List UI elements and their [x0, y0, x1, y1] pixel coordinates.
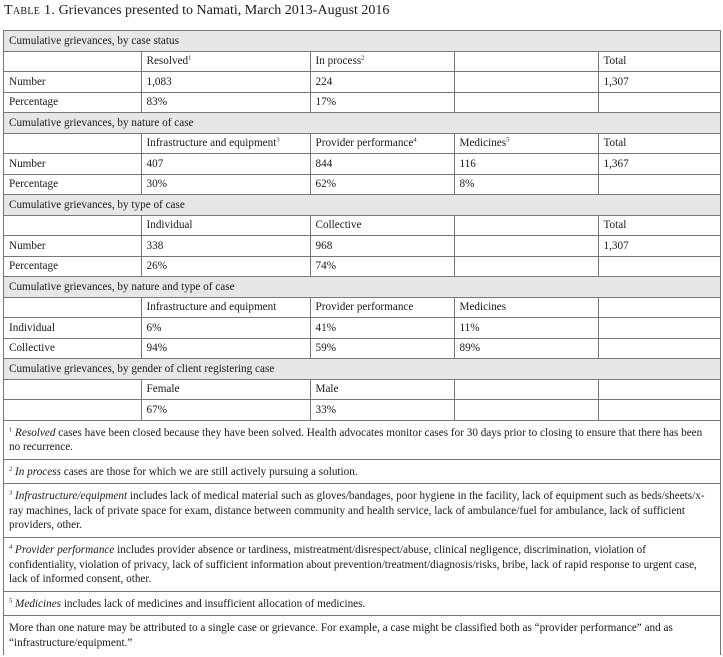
table-cell — [598, 400, 720, 421]
column-header — [4, 51, 141, 72]
table-cell — [454, 400, 598, 421]
section-title-row — [4, 359, 720, 380]
column-header — [4, 133, 141, 154]
footnote — [4, 615, 720, 654]
section-title-row — [4, 113, 720, 134]
column-header-label: Infrastructure and equipment — [146, 137, 277, 150]
column-header-row — [4, 215, 720, 236]
table-cell — [454, 72, 598, 93]
row-label — [4, 400, 141, 421]
column-header-label: Total — [603, 219, 627, 232]
table-cell: 407 — [141, 154, 310, 175]
footnote-text: cases have been closed because they have been solved. Health advocates monitor cases for 30 days prior to closing to ensure that there has been no recurrence. — [9, 426, 703, 454]
table-cell: 83% — [141, 92, 310, 113]
column-header — [310, 297, 454, 318]
table-cell: 33% — [310, 400, 454, 421]
column-header-row — [4, 297, 720, 318]
table-cell — [454, 256, 598, 277]
footnote — [4, 591, 720, 616]
section-title: Cumulative grievances, by gender of client registering case — [4, 359, 720, 380]
table-cell: 11% — [454, 318, 598, 339]
table-cell: 1,307 — [598, 236, 720, 257]
table-cell: 67% — [141, 400, 310, 421]
row-label: Percentage — [4, 256, 141, 277]
column-header — [310, 133, 454, 154]
footnote-marker: 4 — [413, 136, 417, 144]
column-header-label: Infrastructure and equipment — [146, 301, 277, 314]
section-title-row — [4, 277, 720, 298]
row-label: Number — [4, 72, 141, 93]
row-label: Number — [4, 154, 141, 175]
footnote-marker: 1 — [188, 54, 192, 62]
table-cell — [454, 236, 598, 257]
table-label: Table 1. — [4, 3, 56, 18]
table-cell: 30% — [141, 174, 310, 195]
grievances-table — [4, 31, 720, 421]
table-cell — [598, 256, 720, 277]
section-title: Cumulative grievances, by type of case — [4, 195, 720, 216]
footnote-marker: 5 — [506, 136, 510, 144]
column-header-label: Collective — [315, 219, 362, 232]
table-body — [4, 31, 720, 420]
footnote-number: 1 — [9, 425, 13, 433]
column-header-label: Total — [603, 137, 627, 150]
column-header — [598, 215, 720, 236]
column-header-row — [4, 133, 720, 154]
table-cell: 1,083 — [141, 72, 310, 93]
table-row — [4, 256, 720, 277]
table-cell: 94% — [141, 338, 310, 359]
table-row — [4, 236, 720, 257]
column-header — [141, 297, 310, 318]
column-header-label: Resolved — [146, 55, 189, 68]
column-header — [4, 297, 141, 318]
column-header — [4, 379, 141, 400]
column-header — [141, 379, 310, 400]
table-cell — [598, 318, 720, 339]
footnote-number: 3 — [9, 489, 13, 497]
row-label: Percentage — [4, 92, 141, 113]
table-cell: 968 — [310, 236, 454, 257]
table-row — [4, 92, 720, 113]
footnote-number: 5 — [9, 597, 13, 605]
table-row — [4, 338, 720, 359]
footnote — [4, 421, 720, 459]
table-cell: 89% — [454, 338, 598, 359]
table-title: Grievances presented to Namati, March 2013-August 2016 — [58, 3, 390, 18]
footnote-marker: 3 — [276, 136, 280, 144]
table-cell: 844 — [310, 154, 454, 175]
column-header — [310, 215, 454, 236]
footnote — [4, 537, 720, 591]
column-header-label: Provider performance — [315, 137, 414, 150]
footnote — [4, 483, 720, 537]
row-label: Number — [4, 236, 141, 257]
table-cell: 62% — [310, 174, 454, 195]
footnote-term: Provider performance — [15, 544, 115, 557]
table-cell — [598, 338, 720, 359]
column-header-label: Provider performance — [315, 301, 414, 314]
footnote-term: Resolved — [15, 426, 56, 439]
grievances-table-frame — [3, 30, 721, 655]
footnote-text: includes provider absence or tardiness, mistreatment/disrespect/abuse, clinical negligence, discrimination, violation of confidentiality, violation of privacy, lack of sufficient information about prevention/treatment/diagnosis/risks, bribe, lack of rapid response to urgent case, lack of informed consent, other. — [9, 544, 697, 586]
column-header-label: Medicines — [459, 137, 507, 150]
footnote — [4, 459, 720, 484]
section-title: Cumulative grievances, by case status — [4, 31, 720, 51]
table-row — [4, 400, 720, 421]
footnotes — [4, 421, 720, 655]
table-row — [4, 72, 720, 93]
table-cell: 338 — [141, 236, 310, 257]
section-title-row — [4, 31, 720, 51]
row-label: Collective — [4, 338, 141, 359]
section-title: Cumulative grievances, by nature of case — [4, 113, 720, 134]
column-header — [454, 133, 598, 154]
column-header — [141, 215, 310, 236]
column-header-label: Individual — [146, 219, 193, 232]
row-label: Individual — [4, 318, 141, 339]
table-cell: 74% — [310, 256, 454, 277]
table-cell: 41% — [310, 318, 454, 339]
table-cell: 1,367 — [598, 154, 720, 175]
section-title-row — [4, 195, 720, 216]
footnote-text: includes lack of medical material such as gloves/bandages, poor hygiene in the facility, lack of equipment such as beds/sheets/x-ray machines, lack of private space for exam, distance between community and health service, lack of ambulance/fuel for ambulance, lack of sufficient providers, other. — [9, 490, 705, 532]
column-header — [141, 51, 310, 72]
column-header — [454, 51, 598, 72]
column-header — [310, 379, 454, 400]
column-header-label: In process — [315, 55, 362, 68]
footnote-text: includes lack of medicines and insufficient allocation of medicines. — [61, 597, 366, 610]
footnote-number: 4 — [9, 543, 13, 551]
column-header — [141, 133, 310, 154]
column-header — [598, 379, 720, 400]
column-header — [454, 297, 598, 318]
table-cell: 6% — [141, 318, 310, 339]
table-row — [4, 318, 720, 339]
column-header-label: Male — [315, 383, 339, 396]
column-header — [4, 215, 141, 236]
footnote-term: In process — [15, 465, 61, 478]
table-cell — [454, 92, 598, 113]
column-header-label: Female — [146, 383, 180, 396]
column-header-label: Medicines — [459, 301, 507, 314]
footnote-number: 2 — [9, 464, 13, 472]
table-cell: 8% — [454, 174, 598, 195]
table-cell — [598, 92, 720, 113]
column-header — [454, 215, 598, 236]
column-header-label: Total — [603, 55, 627, 68]
column-header — [310, 51, 454, 72]
column-header — [598, 297, 720, 318]
footnote-term: Infrastructure/equipment — [15, 490, 128, 503]
column-header — [454, 379, 598, 400]
table-row — [4, 154, 720, 175]
footnote-marker: 2 — [361, 54, 365, 62]
column-header — [598, 51, 720, 72]
table-cell: 224 — [310, 72, 454, 93]
column-header — [598, 133, 720, 154]
table-cell — [598, 174, 720, 195]
table-row — [4, 174, 720, 195]
column-header-row — [4, 51, 720, 72]
table-cell: 17% — [310, 92, 454, 113]
footnote-text: More than one nature may be attributed to a single case or grievance. For example, a case might be classified both as “provider performance” and as “infrastructure/equipment.” — [9, 622, 673, 650]
footnote-term: Medicines — [15, 597, 62, 610]
row-label: Percentage — [4, 174, 141, 195]
table-cell: 59% — [310, 338, 454, 359]
column-header-row — [4, 379, 720, 400]
table-cell: 1,307 — [598, 72, 720, 93]
table-caption — [4, 3, 389, 19]
table-cell: 26% — [141, 256, 310, 277]
footnote-text: cases are those for which we are still actively pursuing a solution. — [60, 465, 358, 478]
section-title: Cumulative grievances, by nature and type of case — [4, 277, 720, 298]
table-cell: 116 — [454, 154, 598, 175]
